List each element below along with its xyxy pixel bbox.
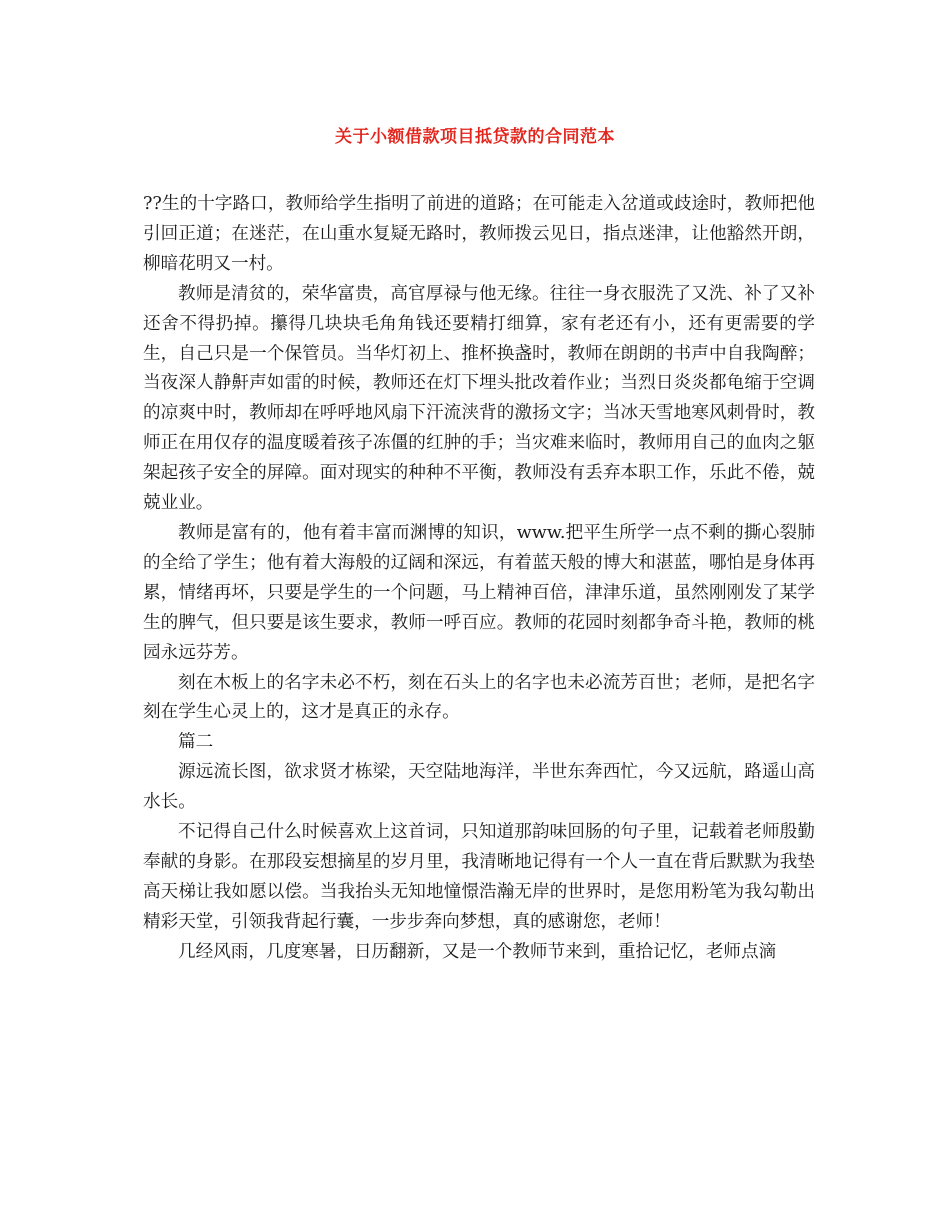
document-body xyxy=(143,190,815,968)
paragraph-5: 源远流长图，欲求贤才栋梁，天空陆地海洋，半世东奔西忙，今又远航，路遥山高水长。 xyxy=(143,762,815,813)
document-title: 关于小额借款项目抵贷款的合同范本 xyxy=(335,127,615,147)
paragraph-1: ??生的十字路口，教师给学生指明了前进的道路；在可能走入岔道或歧途时，教师把他引回正道；在迷茫，在山重水复疑无路时，教师拨云见日，指点迷津，让他豁然开朗，柳暗花明又一村。 xyxy=(143,194,815,274)
paragraph-7: 几经风雨，几度寒暑，日历翻新，又是一个教师节来到，重拾记忆，老师点滴 xyxy=(178,941,777,962)
paragraph-6: 不记得自己什么时候喜欢上这首词，只知道那韵味回肠的句子里，记载着老师殷勤奉献的身影。在那段妄想摘星的岁月里，我清晰地记得有一个人一直在背后默默为我垫高天梯让我如愿以偿。当我抬头无知地憧憬浩瀚无岸的世界时，是您用粉笔为我勾勒出精彩天堂，引领我背起行囊，一步步奔向梦想，真的感谢您，老师！ xyxy=(143,822,815,932)
paragraph-3: 教师是富有的，他有着丰富而渊博的知识，www.把平生所学一点不剩的撕心裂肺的全给了学生；他有着大海般的辽阔和深远，有着蓝天般的博大和湛蓝，哪怕是身体再累，情绪再坏，只要是学生的一个问题，马上精神百倍，津津乐道，虽然刚刚发了某学生的脾气，但只要是该生要求，教师一呼百应。教师的花园时刻都争奇斗艳，教师的桃园永远芬芳。 xyxy=(143,522,815,663)
paragraph-4: 刻在木板上的名字未必不朽，刻在石头上的名字也未必流芳百世；老师，是把名字刻在学生心灵上的，这才是真正的永存。 xyxy=(143,672,815,723)
paragraph-2: 教师是清贫的，荣华富贵，高官厚禄与他无缘。往往一身衣服洗了又洗、补了又补还舍不得扔掉。攥得几块块毛角角钱还要精打细算，家有老还有小，还有更需要的学生，自己只是一个保管员。当华灯初上、推杯换盏时，教师在朗朗的书声中自我陶醉；当夜深人静鼾声如雷的时候，教师还在灯下埋头批改着作业；当烈日炎炎都龟缩于空调的凉爽中时，教师却在呼呼地风扇下汗流浃背的激扬文字；当冰天雪地寒风刺骨时，教师正在用仅存的温度暖着孩子冻僵的红肿的手；当灾难来临时，教师用自己的血肉之躯架起孩子安全的屏障。面对现实的种种不平衡，教师没有丢弃本职工作，乐此不倦，兢兢业业。 xyxy=(143,283,815,514)
section-heading-part-two: 篇二 xyxy=(178,732,214,753)
